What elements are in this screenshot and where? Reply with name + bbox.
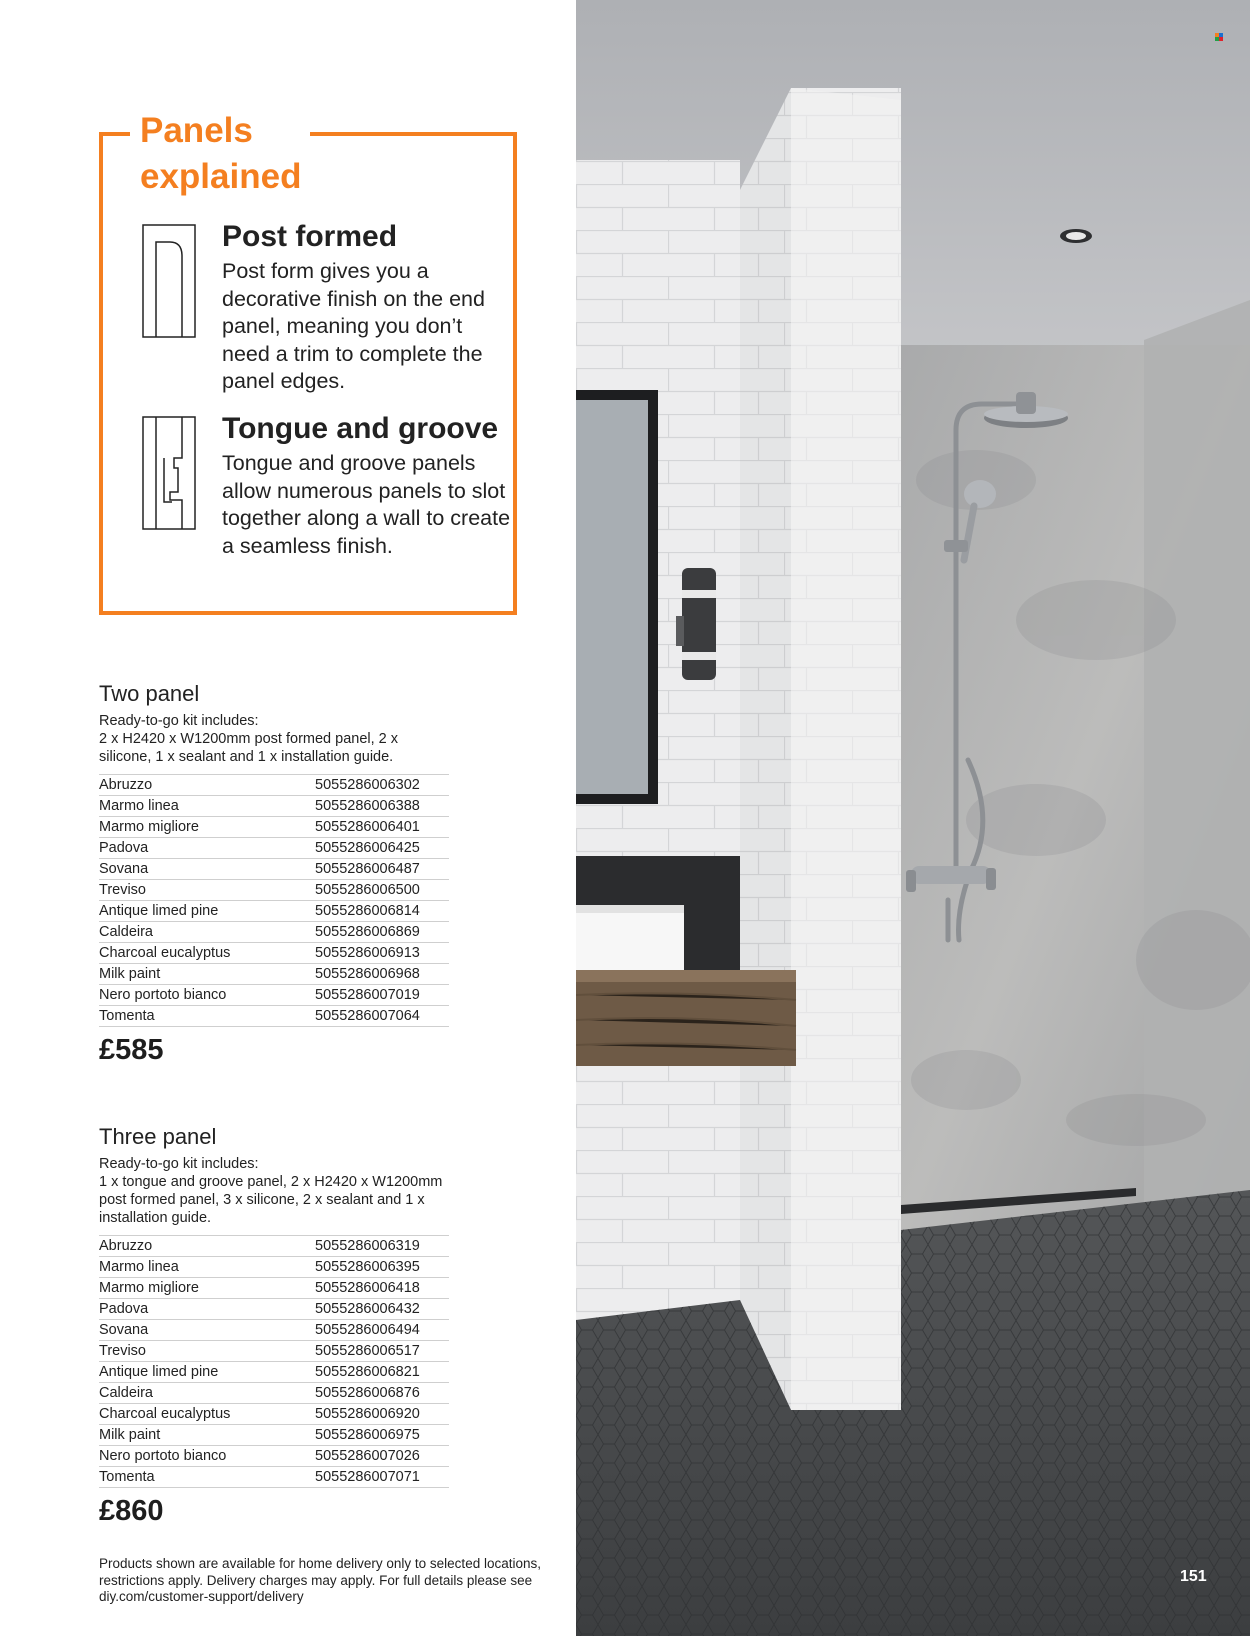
finish-name: Marmo migliore: [99, 1278, 315, 1299]
product-code-table: [99, 1235, 449, 1488]
product-code: 5055286006388: [315, 796, 449, 817]
panels-explained-title: Panels explained: [130, 108, 310, 200]
product-code: 5055286006821: [315, 1362, 449, 1383]
kit-contents: 2 x H2420 x W1200mm post formed panel, 2 x silicone, 1 x sealant and 1 x installation guide.: [99, 731, 399, 765]
table-row: [99, 1006, 449, 1027]
finish-name: Tomenta: [99, 1006, 315, 1027]
table-row: [99, 838, 449, 859]
product-code: 5055286006968: [315, 964, 449, 985]
table-row: [99, 859, 449, 880]
finish-name: Milk paint: [99, 964, 315, 985]
product-code: 5055286006401: [315, 817, 449, 838]
table-row: [99, 817, 449, 838]
feature-description: Tongue and groove panels allow numerous panels to slot together along a wall to create a seamless finish.: [222, 451, 511, 558]
kit-contents: 1 x tongue and groove panel, 2 x H2420 x W1200mm post formed panel, 3 x silicone, 2 x sealant and 1 x installation guide.: [99, 1174, 443, 1226]
table-row: [99, 1341, 449, 1362]
table-row: [99, 1383, 449, 1404]
finish-name: Sovana: [99, 859, 315, 880]
table-row: [99, 1362, 449, 1383]
finish-name: Abruzzo: [99, 775, 315, 796]
table-row: [99, 1278, 449, 1299]
product-code: 5055286006395: [315, 1257, 449, 1278]
product-code: 5055286007026: [315, 1446, 449, 1467]
finish-name: Charcoal eucalyptus: [99, 943, 315, 964]
kit-intro: Ready-to-go kit includes:: [99, 1156, 259, 1172]
table-row: [99, 1320, 449, 1341]
product-code: 5055286006432: [315, 1299, 449, 1320]
product-code: 5055286007064: [315, 1006, 449, 1027]
finish-name: Milk paint: [99, 1425, 315, 1446]
finish-name: Treviso: [99, 880, 315, 901]
product-code-table: [99, 774, 449, 1027]
finish-name: Tomenta: [99, 1467, 315, 1488]
table-row: [99, 901, 449, 922]
text-column: [0, 0, 576, 1636]
kit-two-panel: [99, 680, 449, 1067]
finish-name: Caldeira: [99, 922, 315, 943]
product-code: 5055286006302: [315, 775, 449, 796]
bathroom-shower-photo: [576, 0, 1250, 1636]
finish-name: Charcoal eucalyptus: [99, 1404, 315, 1425]
product-code: 5055286006975: [315, 1425, 449, 1446]
table-row: [99, 1467, 449, 1488]
product-code: 5055286006418: [315, 1278, 449, 1299]
table-row: [99, 1446, 449, 1467]
finish-name: Padova: [99, 838, 315, 859]
table-row: [99, 985, 449, 1006]
product-code: 5055286006517: [315, 1341, 449, 1362]
feature-title: Post formed: [222, 220, 398, 253]
brand-mark-icon: [1215, 33, 1227, 41]
kit-price: £860: [99, 1495, 164, 1527]
post-formed-profile-icon: [142, 224, 196, 338]
bathroom-illustration: [576, 0, 1250, 1636]
feature-title: Tongue and groove: [222, 412, 499, 445]
product-code: 5055286006425: [315, 838, 449, 859]
table-row: [99, 1425, 449, 1446]
table-row: [99, 880, 449, 901]
tongue-and-groove-profile-icon: [142, 416, 196, 530]
finish-name: Nero portoto bianco: [99, 985, 315, 1006]
table-row: [99, 943, 449, 964]
finish-name: Antique limed pine: [99, 901, 315, 922]
product-code: 5055286006500: [315, 880, 449, 901]
table-row: [99, 1236, 449, 1257]
table-row: [99, 1257, 449, 1278]
table-row: [99, 796, 449, 817]
finish-name: Marmo linea: [99, 1257, 315, 1278]
product-code: 5055286006913: [315, 943, 449, 964]
product-code: 5055286006487: [315, 859, 449, 880]
finish-name: Antique limed pine: [99, 1362, 315, 1383]
kit-name: Two panel: [99, 681, 200, 706]
finish-name: Abruzzo: [99, 1236, 315, 1257]
page-number: 151: [1180, 1568, 1207, 1585]
product-code: 5055286006869: [315, 922, 449, 943]
kit-description: [99, 1155, 449, 1227]
finish-name: Marmo migliore: [99, 817, 315, 838]
kit-name: Three panel: [99, 1124, 217, 1149]
delivery-note: Products shown are available for home delivery only to selected locations, restrictions apply. Delivery charges may apply. For full details please see diy.com/customer-support/delivery: [99, 1556, 541, 1604]
kit-intro: Ready-to-go kit includes:: [99, 713, 259, 729]
product-code: 5055286006876: [315, 1383, 449, 1404]
product-code: 5055286006920: [315, 1404, 449, 1425]
table-row: [99, 922, 449, 943]
finish-name: Padova: [99, 1299, 315, 1320]
table-row: [99, 1299, 449, 1320]
finish-name: Caldeira: [99, 1383, 315, 1404]
table-row: [99, 964, 449, 985]
product-code: 5055286007019: [315, 985, 449, 1006]
finish-name: Treviso: [99, 1341, 315, 1362]
product-code: 5055286006319: [315, 1236, 449, 1257]
finish-name: Sovana: [99, 1320, 315, 1341]
finish-name: Nero portoto bianco: [99, 1446, 315, 1467]
product-code: 5055286007071: [315, 1467, 449, 1488]
finish-name: Marmo linea: [99, 796, 315, 817]
table-row: [99, 1404, 449, 1425]
feature-description: Post form gives you a decorative finish on the end panel, meaning you don’t need a trim to complete the panel edges.: [222, 259, 485, 393]
product-code: 5055286006814: [315, 901, 449, 922]
product-code: 5055286006494: [315, 1320, 449, 1341]
kit-price: £585: [99, 1034, 164, 1066]
table-row: [99, 775, 449, 796]
kit-description: [99, 712, 449, 766]
kit-three-panel: [99, 1123, 449, 1528]
